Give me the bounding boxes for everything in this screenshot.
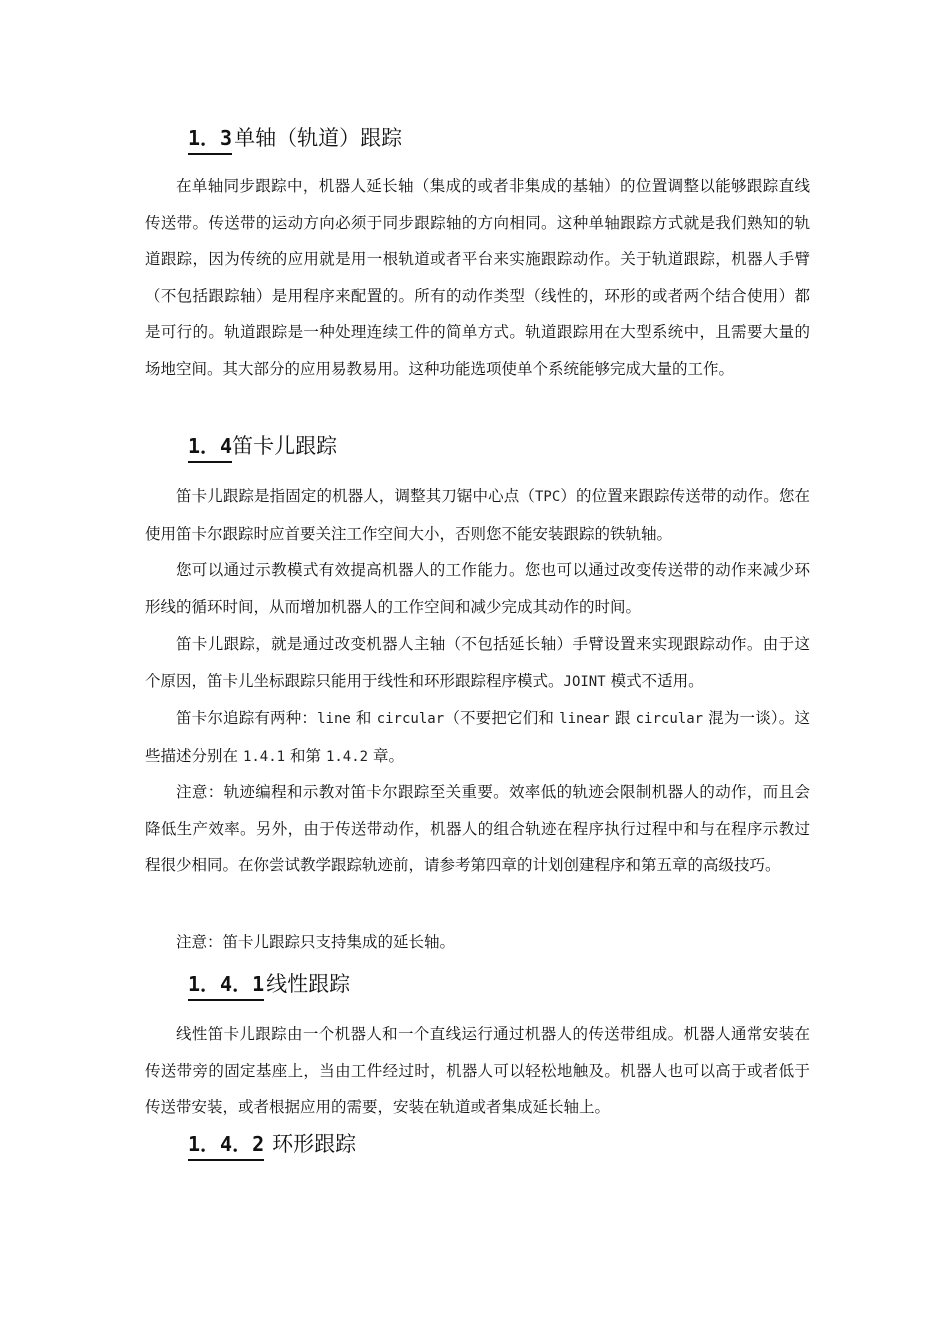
heading-1-3 [188, 124, 402, 152]
heading-number: 1．4．2 [188, 1132, 264, 1161]
heading-number: 1．3 [188, 126, 232, 155]
text-run: 章。 [368, 746, 405, 765]
text-run: 笛卡尔追踪有两种： [176, 709, 318, 727]
text-run: 混为一谈）。这些描述分别在 [145, 709, 810, 765]
heading-1-4-2 [188, 1130, 356, 1158]
paragraph-1-4-1: 线性笛卡儿跟踪由一个机器人和一个直线运行通过机器人的传送带组成。机器人通常安装在传送带旁的固定基座上，当由工件经过时，机器人可以轻松地触及。机器人也可以高于或者低于传送带安装，或者根据应用的需要，安装在轨道或者集成延长轴上。 [145, 1025, 810, 1116]
heading-1-4-1 [188, 970, 350, 998]
text-run: 笛卡儿跟踪，就是通过改变机器人主轴（不包括延长轴）手臂设置来实现跟踪动作。由于这个原因，笛卡儿坐标跟踪只能用于线性和环形跟踪程序模式。 [145, 635, 810, 690]
heading-title: 环形跟踪 [272, 1132, 357, 1156]
text-run: 笛卡儿跟踪是指固定的机器人，调整其刀锯中心点（ [176, 487, 535, 505]
heading-number: 1．4 [188, 434, 232, 463]
paragraph-1-4-note-1: 注意：轨迹编程和示教对笛卡尔跟踪至关重要。效率低的轨迹会限制机器人的动作，而且会降低生产效率。另外，由于传送带动作，机器人的组合轨迹在程序执行过程中和与在程序示教过程很少相同。在你尝试教学跟踪轨迹前，请参考第四章的计划创建程序和第五章的高级技巧。 [145, 783, 810, 874]
code-text: TPC [534, 489, 561, 505]
heading-title: 线性跟踪 [266, 972, 351, 996]
text-run: 跟 [609, 709, 636, 727]
code-text: 1.4.2 [325, 748, 369, 765]
paragraph-1-4-c [145, 626, 810, 700]
heading-number: 1．4．1 [188, 972, 264, 1001]
paragraph-1-4-a [145, 478, 810, 552]
text-run: 和第 [285, 746, 326, 765]
code-text: linear [559, 711, 610, 727]
text-run: 和 [350, 709, 377, 727]
code-text: circular [376, 711, 445, 727]
paragraph-1-4-note-2: 注意：笛卡儿跟踪只支持集成的延长轴。 [176, 933, 456, 951]
code-text: line [317, 711, 351, 727]
code-text: 1.4.1 [242, 748, 286, 765]
text-run: ）的位置来跟踪传送带的动作。您在使用笛卡尔跟踪时应首要关注工作空间大小，否则您不能安装跟踪的铁轨轴。 [145, 487, 810, 543]
paragraph-1-4-d [145, 700, 810, 775]
text-run: 模式不适用。 [605, 671, 704, 690]
heading-title: 笛卡儿跟踪 [232, 434, 338, 458]
heading-1-4 [188, 432, 337, 460]
code-text: circular [635, 711, 704, 727]
paragraph-1-4-b: 您可以通过示教模式有效提高机器人的工作能力。您也可以通过改变传送带的动作来减少环形线的循环时间，从而增加机器人的工作空间和减少完成其动作的时间。 [145, 561, 810, 616]
paragraph-1-3: 在单轴同步跟踪中，机器人延长轴（集成的或者非集成的基轴）的位置调整以能够跟踪直线传送带。传送带的运动方向必须于同步跟踪轴的方向相同。这种单轴跟踪方式就是我们熟知的轨道跟踪，因为传统的应用就是用一根轨道或者平台来实施跟踪动作。关于轨道跟踪，机器人手臂（不包括跟踪轴）是用程序来配置的。所有的动作类型（线性的，环形的或者两个结合使用）都是可行的。轨道跟踪是一种处理连续工件的简单方式。轨道跟踪用在大型系统中，且需要大量的场地空间。其大部分的应用易教易用。这种功能选项使单个系统能够完成大量的工作。 [145, 177, 810, 378]
text-run: （不要把它们和 [444, 709, 560, 727]
code-text: JOINT [563, 673, 606, 690]
heading-title: 单轴（轨道）跟踪 [234, 126, 403, 150]
